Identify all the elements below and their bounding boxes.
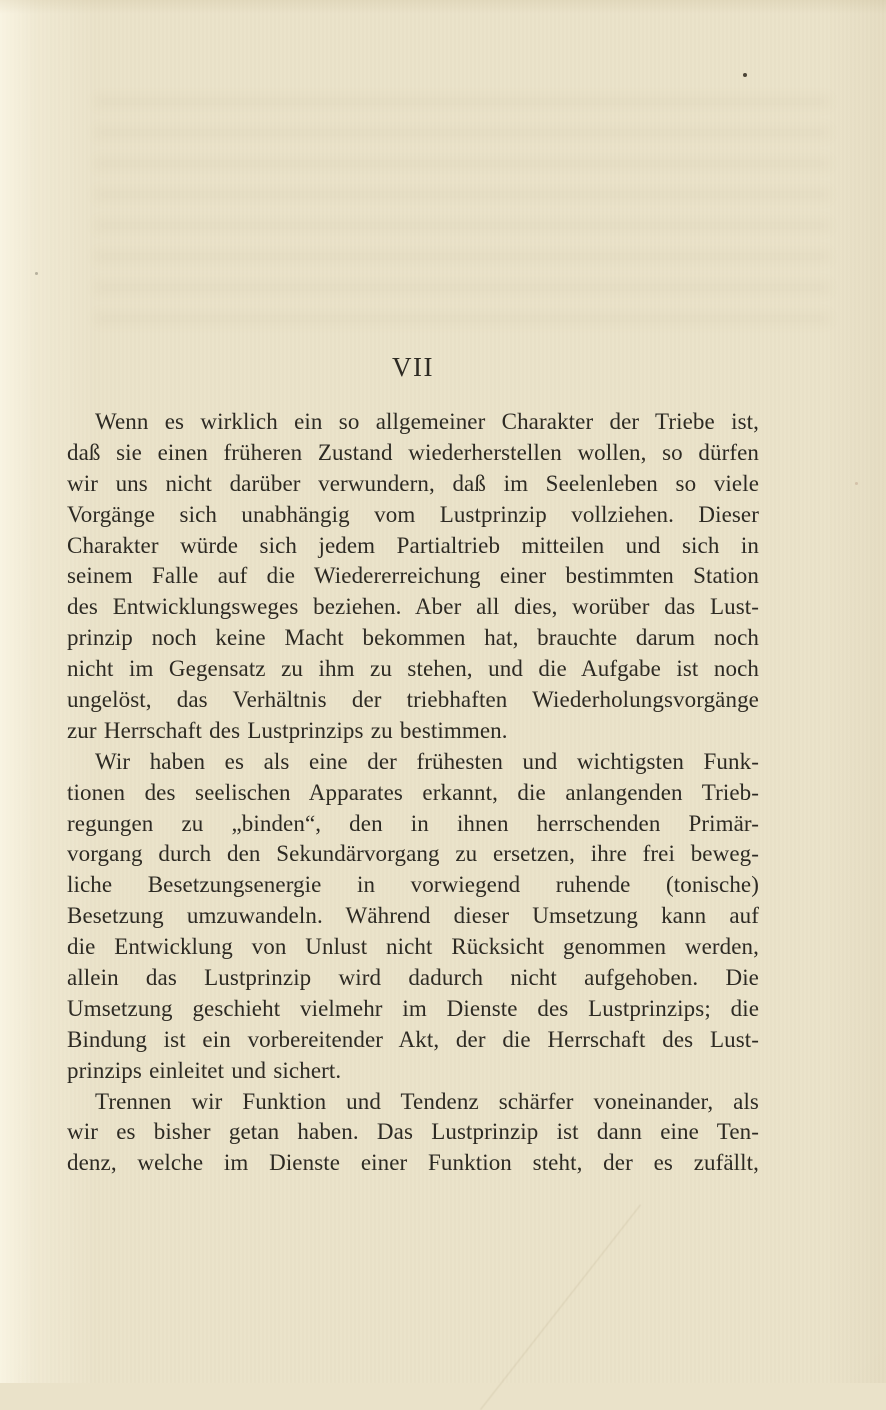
text-line: daß sie einen früheren Zustand wiederherstellen wollen, so dürfen [67,439,759,465]
text-line: Vorgänge sich unabhängig vom Lustprinzip vollziehen. Dieser [67,501,759,527]
text-line: des Entwicklungsweges beziehen. Aber all dies, worüber das Lust- [67,594,759,620]
text-line: Umsetzung geschieht vielmehr im Dienste des Lustprinzips; die [67,995,759,1021]
text-line: Bindung ist ein vorbereitender Akt, der die Herrschaft des Lust- [67,1026,759,1052]
text-line: ungelöst, das Verhältnis der triebhaften Wiederholungsvorgänge [67,687,759,713]
text-line: prinzips einleitet und sichert. [67,1057,342,1083]
text-line: Charakter würde sich jedem Partialtrieb mitteilen und sich in [67,532,759,558]
showthrough-ghost-text [95,95,830,335]
paper-speck [743,73,747,77]
body-text [67,407,759,1179]
text-line: die Entwicklung von Unlust nicht Rücksicht genommen werden, [67,934,759,960]
text-line: wir uns nicht darüber verwundern, daß im Seelenleben so viele [67,470,759,496]
text-line: vorgang durch den Sekundärvorgang zu ersetzen, ihre frei beweg- [67,841,759,867]
text-line: prinzip noch keine Macht bekommen hat, brauchte darum noch [67,625,759,651]
text-line: Wenn es wirklich ein so allgemeiner Charakter der Triebe ist, [95,409,759,434]
text-line: seinem Falle auf die Wiedererreichung einer bestimmten Station [67,563,759,589]
text-line: liche Besetzungsenergie in vorwiegend ruhende (tonische) [67,872,759,898]
text-line: allein das Lustprinzip wird dadurch nicht aufgehoben. Die [67,965,759,991]
text-line: wir es bisher getan haben. Das Lustprinzip ist dann eine Ten- [67,1119,759,1145]
paper-speck [855,482,858,485]
text-line: nicht im Gegensatz zu ihm zu stehen, und die Aufgabe ist noch [67,656,759,682]
text-line: tionen des seelischen Apparates erkannt, die anlangenden Trieb- [67,779,759,805]
text-line: zur Herrschaft des Lustprinzips zu bestimmen. [67,717,508,743]
paragraph [67,1087,759,1180]
chapter-heading: VII [392,352,434,382]
text-line: Besetzung umzuwandeln. Während dieser Umsetzung kann auf [67,903,759,929]
paper-speck [35,272,38,275]
paragraph [67,747,759,1087]
paper-crease [480,1204,641,1409]
text-line: Trennen wir Funktion und Tendenz schärfer voneinander, als [95,1088,759,1114]
paragraph [67,407,759,747]
text-line: denz, welche im Dienste einer Funktion steht, der es zufällt, [67,1150,759,1176]
text-line: Wir haben es als eine der frühesten und wichtigsten Funk- [95,748,759,774]
text-line: regungen zu „binden“, den in ihnen herrschenden Primär- [67,810,759,836]
